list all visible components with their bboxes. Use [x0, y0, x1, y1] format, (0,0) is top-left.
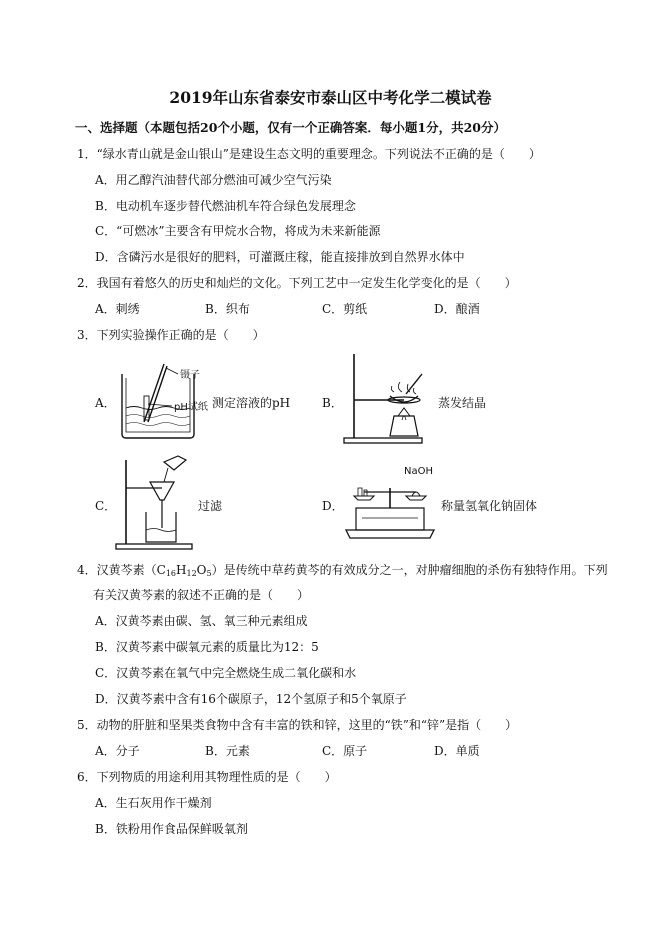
question-4-stem-line2: 有关汉黄芩素的叙述不正确的是（ ） — [93, 588, 310, 602]
q4-option-b: B．汉黄芩素中碳氧元素的质量比为12：5 — [95, 640, 319, 654]
q1-option-c: C．“可燃冰”主要含有甲烷水合物，将成为未来新能源 — [95, 224, 381, 238]
q2-option-b: B．织布 — [205, 302, 250, 316]
q3-option-a-letter: A． — [95, 396, 116, 410]
q5-option-d: D．单质 — [434, 744, 480, 758]
section-heading: 一、选择题（本题包括20个小题，仅有一个正确答案．每小题1分，共20分） — [75, 120, 506, 135]
question-1-stem: 1．“绿水青山就是金山银山”是建设生态文明的重要理念。下列说法不正确的是（ ） — [77, 147, 541, 161]
ph-paper-label: pH试纸 — [174, 402, 208, 413]
filtration-figure — [112, 452, 202, 552]
q2-option-c: C．剪纸 — [322, 302, 368, 316]
question-3-stem: 3．下列实验操作正确的是（ ） — [77, 328, 265, 342]
q3-option-c-caption: 过滤 — [198, 499, 223, 513]
q5-option-b: B．元素 — [205, 744, 250, 758]
evaporation-figure — [340, 350, 430, 445]
q3-option-d-letter: D． — [322, 499, 344, 513]
q3-option-b-caption: 蒸发结晶 — [438, 396, 487, 410]
tweezers-label: 镊子 — [180, 370, 200, 381]
q3-option-a-caption: 测定溶液的pH — [212, 396, 291, 410]
q2-option-d: D．酿酒 — [434, 302, 480, 316]
q1-option-d: D．含磷污水是很好的肥料，可灌溉庄稼，能直接排放到自然界水体中 — [95, 250, 465, 264]
q3-option-d-caption: 称量氢氧化钠固体 — [441, 499, 538, 513]
q6-option-a: A．生石灰用作干燥剂 — [95, 796, 212, 810]
q4-option-a: A．汉黄芩素由碳、氢、氧三种元素组成 — [95, 614, 308, 628]
q3-option-b-letter: B． — [322, 396, 343, 410]
page-title: 2019年山东省泰安市泰山区中考化学二模试卷 — [169, 88, 492, 107]
ph-test-figure — [112, 360, 212, 440]
question-4-stem: 4．汉黄芩素$(C_{16}H_{12}O_5)$是传统中草药黄芩的有效成分之一，对肿瘤细胞的杀伤有独特作用。下列 — [77, 563, 608, 578]
q4-option-c: C．汉黄芩素在氧气中完全燃烧生成二氧化碳和水 — [95, 666, 357, 680]
question-2-stem: 2．我国有着悠久的历史和灿烂的文化。下列工艺中一定发生化学变化的是（ ） — [77, 276, 517, 290]
q5-option-c: C．原子 — [322, 744, 368, 758]
q6-option-b: B．铁粉用作食品保鲜吸氧剂 — [95, 822, 248, 836]
q4-option-d: D．汉黄芩素中含有16个碳原子，12个氢原子和5个氧原子 — [95, 692, 407, 706]
naoh-label: NaOH — [404, 466, 433, 477]
q1-option-a: A．用乙醇汽油替代部分燃油可减少空气污染 — [95, 173, 332, 187]
question-5-stem: 5．动物的肝脏和坚果类食物中含有丰富的铁和锌，这里的“铁”和“锌”是指（ ） — [77, 718, 518, 732]
q1-option-b: B．电动机车逐步替代燃油机车符合绿色发展理念 — [95, 199, 356, 213]
balance-figure — [342, 462, 438, 542]
q2-option-a: A．刺绣 — [95, 302, 140, 316]
q3-option-c-letter: C． — [95, 499, 117, 513]
q5-option-a: A．分子 — [95, 744, 140, 758]
question-6-stem: 6．下列物质的用途利用其物理性质的是（ ） — [77, 770, 337, 784]
